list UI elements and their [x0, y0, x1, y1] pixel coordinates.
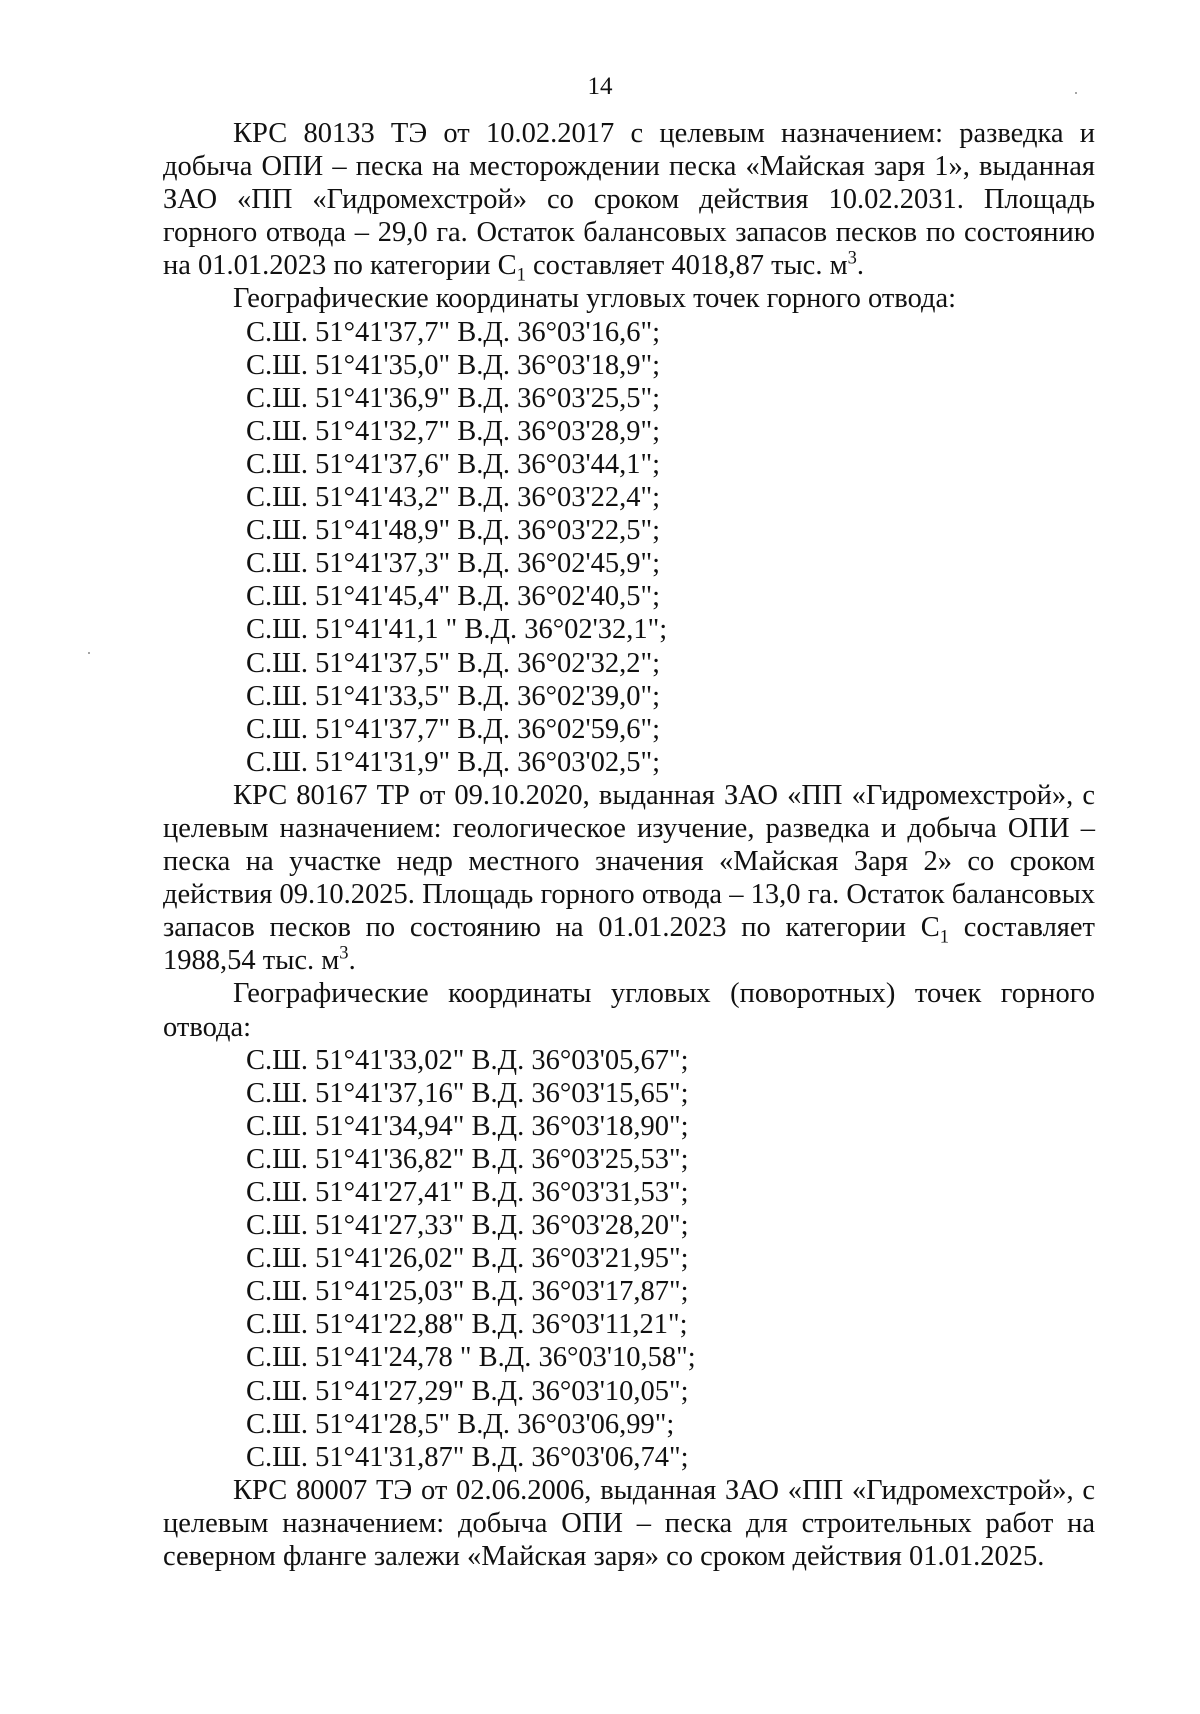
license-1-text: КРС 80133 ТЭ от 10.02.2017 с целевым назначением: разведка и добыча ОПИ – песка на месторождении песка «Майская заря 1», выданная ЗАО «ПП «Гидромехстрой» со сроком действия 10.02.2031. Площадь горного отвода – 29,0 га. Остаток балансовых запасов песков по состоянию на 01.01.2023 по категории С	[163, 118, 1095, 282]
coord-row: С.Ш. 51°41'26,02" В.Д. 36°03'21,95";	[246, 1243, 689, 1275]
license-2-text-cont: составляет 1988,54 тыс. м	[163, 912, 1096, 977]
coord-row: С.Ш. 51°41'34,94" В.Д. 36°03'18,90";	[246, 1110, 689, 1142]
coord-row: С.Ш. 51°41'37,7" В.Д. 36°03'16,6";	[246, 316, 661, 348]
license-2-text: КРС 80167 ТР от 09.10.2020, выданная ЗАО «ПП «Гидромехстрой», с целевым назначением: геологическое изучение, разведка и добыча ОПИ – песка на участке недр местного значения «Майская Заря 2» со сроком действия 09.10.2025. Площадь горного отвода – 13,0 га. Остаток балансовых запасов песков по состоянию на 01.01.2023 по категории С	[163, 779, 1095, 944]
scan-speck	[1075, 92, 1077, 94]
category-subscript: 1	[516, 265, 526, 287]
license-1-text-cont: составляет 4018,87 тыс. м	[525, 250, 848, 282]
coord-row: С.Ш. 51°41'37,7" В.Д. 36°02'59,6";	[246, 713, 661, 745]
coords-heading-1: Географические координаты угловых точек горного отвода:	[233, 283, 957, 315]
coord-row: С.Ш. 51°41'33,02" В.Д. 36°03'05,67";	[246, 1044, 689, 1076]
license-1-text-end: .	[856, 250, 865, 282]
coord-row: С.Ш. 51°41'27,41" В.Д. 36°03'31,53";	[246, 1177, 689, 1208]
coord-row: С.Ш. 51°41'24,78 " В.Д. 36°03'10,58";	[246, 1342, 696, 1374]
coords-list-1	[163, 316, 1095, 779]
coord-row: С.Ш. 51°41'36,82" В.Д. 36°03'25,53";	[246, 1143, 689, 1175]
coord-row: С.Ш. 51°41'48,9" В.Д. 36°03'22,5";	[246, 515, 661, 547]
coords-heading-2: Географические координаты угловых (поворотных) точек горного отвода:	[163, 978, 1095, 1043]
scan-speck	[88, 652, 90, 654]
cubic-superscript: 3	[847, 247, 857, 269]
document-body	[163, 117, 1095, 1573]
coord-row: С.Ш. 51°41'31,87" В.Д. 36°03'06,74";	[246, 1441, 689, 1473]
coord-row: С.Ш. 51°41'45,4" В.Д. 36°02'40,5";	[246, 581, 661, 613]
coord-row: С.Ш. 51°41'27,29" В.Д. 36°03'10,05";	[246, 1375, 689, 1407]
license-paragraph-3: КРС 80007 ТЭ от 02.06.2006, выданная ЗАО «ПП «Гидромехстрой», с целевым назначением: добыча ОПИ – песка для строительных работ на северном фланге залежи «Майская заря» со сроком действия 01.01.2025.	[163, 1474, 1095, 1573]
coord-row: С.Ш. 51°41'33,5" В.Д. 36°02'39,0";	[246, 680, 661, 712]
page-number: 14	[587, 73, 613, 100]
coord-row: С.Ш. 51°41'25,03" В.Д. 36°03'17,87";	[246, 1276, 689, 1308]
coord-row: С.Ш. 51°41'31,9" В.Д. 36°03'02,5";	[246, 746, 661, 778]
license-paragraph-1	[163, 117, 1095, 287]
license-paragraph-2	[163, 779, 1095, 978]
coord-row: С.Ш. 51°41'37,16" В.Д. 36°03'15,65";	[246, 1077, 689, 1109]
coord-row: С.Ш. 51°41'43,2" В.Д. 36°03'22,4";	[246, 482, 661, 514]
coord-row: С.Ш. 51°41'37,5" В.Д. 36°02'32,2";	[246, 647, 661, 679]
coords-list-2	[163, 1044, 1095, 1474]
coord-row: С.Ш. 51°41'32,7" В.Д. 36°03'28,9";	[246, 415, 661, 447]
coord-row: С.Ш. 51°41'36,9" В.Д. 36°03'25,5";	[246, 382, 661, 414]
coord-row: С.Ш. 51°41'37,3" В.Д. 36°02'45,9";	[246, 548, 661, 580]
coord-row: С.Ш. 51°41'41,1 " В.Д. 36°02'32,1";	[246, 614, 668, 646]
coord-row: С.Ш. 51°41'35,0" В.Д. 36°03'18,9";	[246, 349, 661, 381]
cubic-superscript: 3	[339, 942, 349, 964]
coord-row: С.Ш. 51°41'22,88" В.Д. 36°03'11,21";	[246, 1309, 688, 1341]
license-2-text-end: .	[348, 945, 356, 977]
coord-row: С.Ш. 51°41'37,6" В.Д. 36°03'44,1";	[246, 448, 661, 480]
coord-row: С.Ш. 51°41'28,5" В.Д. 36°03'06,99";	[246, 1408, 675, 1440]
coord-row: С.Ш. 51°41'27,33" В.Д. 36°03'28,20";	[246, 1210, 689, 1242]
category-subscript: 1	[939, 926, 950, 948]
